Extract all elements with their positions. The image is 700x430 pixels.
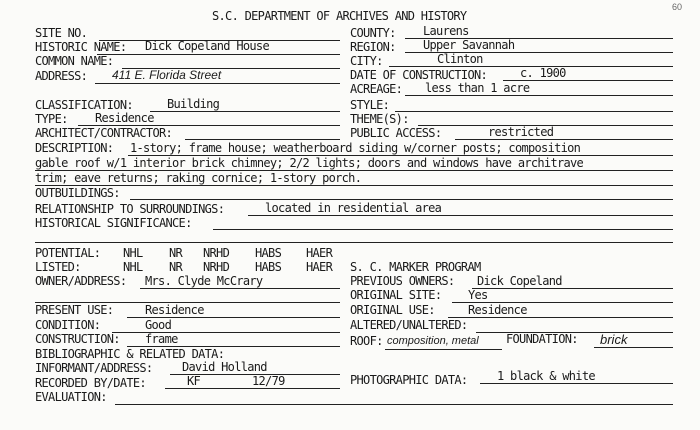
foundation-value: brick [600,332,628,347]
original-site-value: Yes [468,288,488,302]
region-value: Upper Savannah [423,38,515,52]
owner-address-line [140,288,340,289]
previous-owners-line [472,288,673,289]
recorded-by-value: KF [187,374,201,388]
recorded-by-label: RECORDED BY/DATE: [35,376,146,390]
potential-option-nhl: NHL [123,246,143,260]
description-rule-3 [35,185,673,186]
historic-name-value: Dick Copeland House [145,39,269,53]
county-label: COUNTY: [350,26,396,40]
roof-value: composition, metal [387,335,479,347]
address-line [95,83,340,84]
relationship-line [248,215,673,216]
listed-label: LISTED: [35,260,81,274]
informant-label: INFORMANT/ADDRESS: [35,361,153,375]
public-access-value: restricted [488,125,554,139]
common-name-label: COMMON NAME: [35,54,114,68]
historical-significance-line [213,229,673,230]
listed-option-habs: HABS [255,260,282,274]
previous-owners-value: Dick Copeland [477,274,562,288]
acreage-label: ACREAGE: [350,82,403,96]
construction-value: frame [145,332,178,346]
altered-label: ALTERED/UNALTERED: [350,318,468,332]
site-no-label: SITE NO. [35,26,88,40]
public-access-label: PUBLIC ACCESS: [350,126,442,140]
acreage-line [405,95,673,96]
historical-significance-label: HISTORICAL SIGNIFICANCE: [35,216,192,230]
photographic-data-line [480,383,673,384]
architect-line [185,139,340,140]
county-value: Laurens [423,24,469,38]
photographic-data-label: PHOTOGRAPHIC DATA: [350,373,468,387]
previous-owners-label: PREVIOUS OWNERS: [350,274,455,288]
date-of-construction-label: DATE OF CONSTRUCTION: [350,68,488,82]
relationship-label: RELATIONSHIP TO SURROUNDINGS: [35,202,225,216]
owner-address-value: Mrs. Clyde McCrary [145,274,263,288]
foundation-label: FOUNDATION: [506,332,578,346]
present-use-value: Residence [145,303,204,317]
region-label: REGION: [350,40,396,54]
listed-option-nrhd: NRHD [203,260,230,274]
original-use-line [448,317,673,318]
public-access-line [455,139,673,140]
potential-option-haer: HAER [306,246,333,260]
page-number: 60 [672,2,683,12]
form-title: S.C. DEPARTMENT OF ARCHIVES AND HISTORY [212,9,467,23]
outbuildings-line [130,199,673,200]
original-use-value: Residence [468,303,527,317]
recorded-date-value: 12/79 [252,374,285,388]
photographic-data-value: 1 black & white [497,369,595,383]
description-label: DESCRIPTION: [35,141,114,155]
address-label: ADDRESS: [35,69,88,83]
relationship-value: located in residential area [265,201,442,215]
outbuildings-label: OUTBUILDINGS: [35,186,120,200]
architect-label: ARCHITECT/CONTRACTOR: [35,126,173,140]
evaluation-line [115,404,673,405]
listed-option-haer: HAER [306,260,333,274]
recorded-by-line [165,388,340,389]
marker-program-label: S. C. MARKER PROGRAM [350,260,481,274]
city-value: Clinton [437,52,483,66]
historic-name-line [97,54,340,55]
classification-value: Building [167,97,220,111]
listed-option-nhl: NHL [123,260,143,274]
bibliographic-label: BIBLIOGRAPHIC & RELATED DATA: [35,347,225,361]
original-use-label: ORIGINAL USE: [350,303,435,317]
historical-significance-line-2 [35,242,673,243]
description-line-2: gable roof w/1 interior brick chimney; 2/2 lights; doors and windows have architrave [35,156,584,170]
description-line-3: trim; eave returns; raking cornice; 1-story porch. [35,171,362,185]
condition-label: CONDITION: [35,318,101,332]
historic-name-label: HISTORIC NAME: [35,40,127,54]
roof-line [385,349,502,350]
roof-label: ROOF: [350,334,383,348]
potential-label: POTENTIAL: [35,246,101,260]
theme-label: THEME(S): [350,112,409,126]
informant-value: David Holland [182,360,267,374]
type-value: Residence [95,111,154,125]
owner-address-label: OWNER/ADDRESS: [35,274,127,288]
acreage-value: less than 1 acre [425,81,530,95]
potential-option-nr: NR [169,246,183,260]
description-line-1: 1-story; frame house; weatherboard siding w/corner posts; composition [130,141,581,155]
date-of-construction-value: c. 1900 [520,66,566,80]
classification-label: CLASSIFICATION: [35,98,133,112]
address-value: 411 E. Florida Street [112,68,222,82]
potential-option-habs: HABS [255,246,282,260]
condition-value: Good [145,318,172,332]
city-label: CITY: [350,54,383,68]
original-site-label: ORIGINAL SITE: [350,288,442,302]
evaluation-label: EVALUATION: [35,390,107,404]
foundation-line [594,347,673,348]
style-line [395,111,673,112]
potential-option-nrhd: NRHD [203,246,230,260]
classification-line [150,111,340,112]
type-label: TYPE: [35,112,68,126]
present-use-label: PRESENT USE: [35,303,114,317]
listed-option-nr: NR [169,260,183,274]
style-label: STYLE: [350,98,390,112]
construction-label: CONSTRUCTION: [35,332,120,346]
